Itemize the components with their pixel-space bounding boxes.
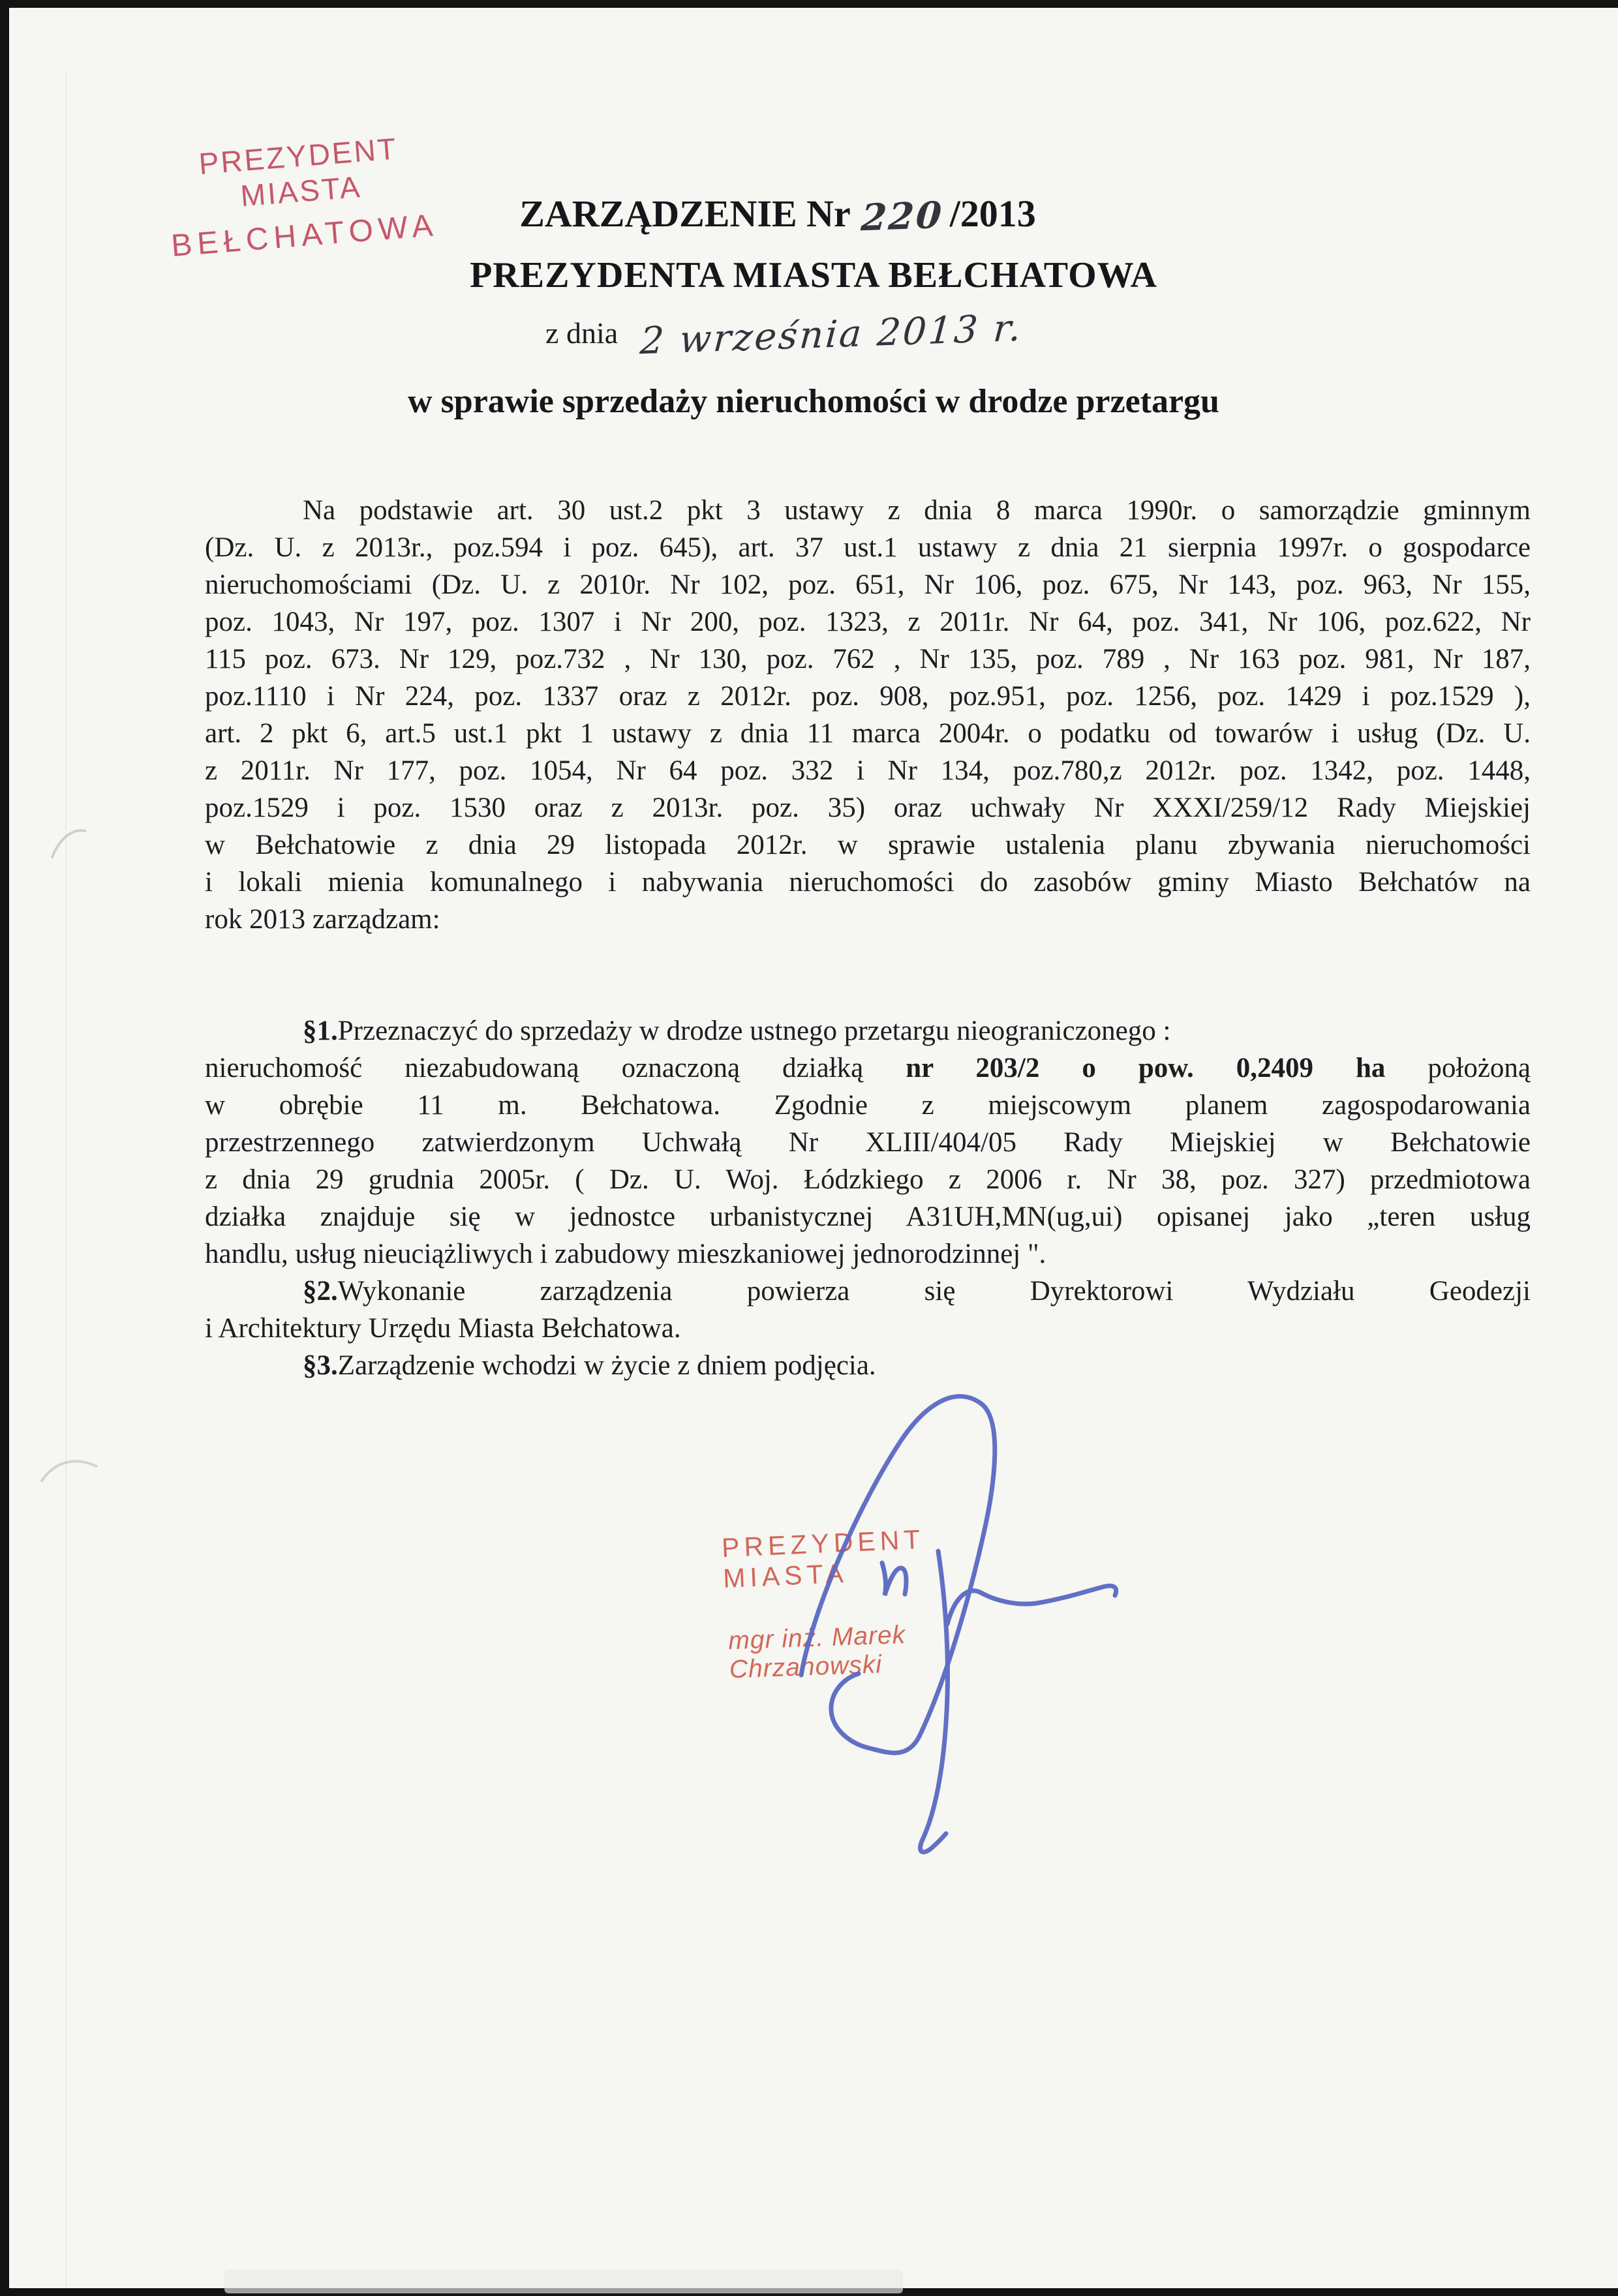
- order-sections: [205, 1012, 1531, 1384]
- section-2-marker: §2.: [303, 1276, 338, 1307]
- text-line: Zarządzenie wchodzi w życie z dniem podjęcia.: [337, 1350, 876, 1381]
- text-line: (Dz. U. z 2013r., poz.594 i poz. 645), art. 37 ust.1 ustawy z dnia 21 sierpnia 1997r. o gospodarce: [205, 532, 1531, 563]
- signature-stamp-name: mgr inż. Marek Chrzanowski: [727, 1620, 906, 1684]
- section-2-line: [205, 1273, 1531, 1310]
- section-1-line: [205, 1012, 1531, 1050]
- document-page: [9, 8, 1618, 2288]
- text-line: położoną: [1385, 1053, 1531, 1083]
- section-1-line: handlu, usług nieuciążliwych i zabudowy mieszkaniowej jednorodzinnej ".: [205, 1239, 1046, 1269]
- text-line: nieruchomościami (Dz. U. z 2010r. Nr 102, poz. 651, Nr 106, poz. 675, Nr 143, poz. 963, Nr 155,: [205, 569, 1531, 600]
- section-1-line: z dnia 29 grudnia 2005r. ( Dz. U. Woj. Łódzkiego z 2006 r. Nr 38, poz. 327) przedmiotowa: [205, 1164, 1531, 1195]
- text-line: i lokali mienia komunalnego i nabywania nieruchomości do zasobów gminy Miasto Bełchatów na: [205, 867, 1531, 898]
- text-line: 115 poz. 673. Nr 129, poz.732 , Nr 130, poz. 762 , Nr 135, poz. 789 , Nr 163 poz. 981, Nr 187,: [205, 644, 1531, 674]
- handwritten-date: 2 września 2013 r.: [639, 306, 1025, 363]
- text-line: Na podstawie art. 30 ust.2 pkt 3 ustawy z dnia 8 marca 1990r. o samorządzie gminnym: [303, 495, 1531, 526]
- text-line: rok 2013 zarządzam:: [205, 904, 440, 935]
- handwritten-order-number: 220: [859, 193, 945, 240]
- text-line: poz.1110 i Nr 224, poz. 1337 oraz z 2012r. poz. 908, poz.951, poz. 1256, poz. 1429 i poz.1529 ),: [205, 681, 1531, 712]
- issuer-title: PREZYDENTA MIASTA BEŁCHATOWA: [470, 255, 1157, 295]
- signature-stamp-title: PREZYDENT MIASTA: [721, 1524, 925, 1594]
- date-label: z dnia: [545, 316, 618, 350]
- section-2-line: i Architektury Urzędu Miasta Bełchatowa.: [205, 1313, 681, 1344]
- section-3-line: [205, 1347, 1531, 1384]
- section-1-line: [205, 1050, 1531, 1087]
- subject-line: w sprawie sprzedaży nieruchomości w drodze przetargu: [408, 383, 1219, 420]
- text-line: nieruchomość niezabudowaną oznaczoną działką: [205, 1053, 906, 1083]
- text-line: poz.1529 i poz. 1530 oraz z 2013r. poz. 35) oraz uchwały Nr XXXI/259/12 Rady Miejskiej: [205, 793, 1531, 823]
- stamp-line: PREZYDENT MIASTA: [197, 131, 399, 213]
- scan-artifact-mark: [52, 830, 85, 857]
- section-1-line: przestrzennego zatwierdzonym Uchwałą Nr XLIII/404/05 Rady Miejskiej w Bełchatowie: [205, 1127, 1531, 1158]
- order-title-prefix: ZARZĄDZENIE Nr: [519, 192, 851, 235]
- text-line: Przeznaczyć do sprzedaży w drodze ustnego przetargu nieograniczonego :: [337, 1016, 1171, 1046]
- text-line: art. 2 pkt 6, art.5 ust.1 pkt 1 ustawy z dnia 11 marca 2004r. o podatku od towarów i usług (Dz. U.: [205, 718, 1531, 749]
- text-line: z 2011r. Nr 177, poz. 1054, Nr 64 poz. 332 i Nr 134, poz.780,z 2012r. poz. 1342, poz. 1448,: [205, 755, 1531, 786]
- section-1-line: w obrębie 11 m. Bełchatowa. Zgodnie z miejscowym planem zagospodarowania: [205, 1090, 1531, 1121]
- text-line: w Bełchatowie z dnia 29 listopada 2012r. w sprawie ustalenia planu zbywania nieruchomości: [205, 830, 1531, 860]
- section-3-marker: §3.: [303, 1350, 338, 1381]
- scan-artifact-smudge: [224, 2270, 903, 2293]
- scan-artifact-mark: [42, 1461, 97, 1481]
- order-title-year: /2013: [949, 192, 1036, 235]
- text-line: Wykonanie zarządzenia powierza się Dyrektorowi Wydziału Geodezji: [337, 1276, 1531, 1307]
- parcel-number-bold: nr 203/2 o pow. 0,2409 ha: [906, 1053, 1386, 1083]
- date-line: [0, 306, 1589, 363]
- text-line: poz. 1043, Nr 197, poz. 1307 i Nr 200, poz. 1323, z 2011r. Nr 64, poz. 341, Nr 106, poz.622, Nr: [205, 607, 1531, 637]
- section-1-marker: §1.: [303, 1016, 338, 1046]
- preamble-paragraph: [205, 492, 1531, 938]
- section-1-line: działka znajduje się w jednostce urbanistycznej A31UH,MN(ug,ui) opisanej jako „teren usług: [205, 1201, 1531, 1232]
- stamp-line: BEŁCHATOWA: [170, 207, 440, 264]
- order-title: [0, 192, 1582, 238]
